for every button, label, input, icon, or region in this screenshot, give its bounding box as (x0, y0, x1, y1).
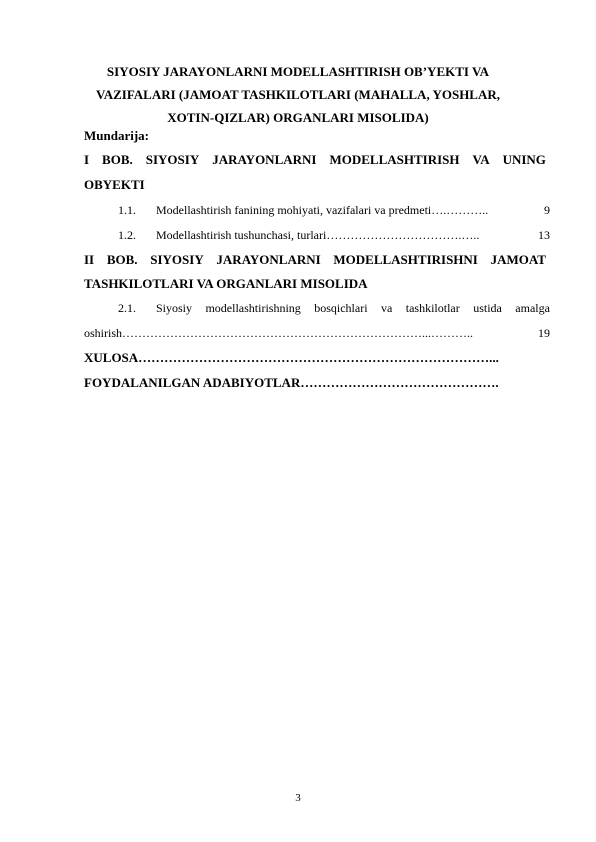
contents-heading: Mundarija: (84, 128, 149, 143)
toc-leader-dots: …………………………….….. (326, 228, 480, 242)
title-line-2: VAZIFALARI (JAMOAT TASHKILOTLARI (MAHALLA, YOSHLAR, (95, 87, 500, 102)
toc-entry-word: amalga (515, 301, 550, 315)
chapter-2-word: BOB. (106, 252, 138, 267)
chapter-1-word: UNING (502, 152, 546, 167)
toc-references[interactable]: FOYDALANILGAN ADABIYOTLAR………………………………………. (84, 375, 499, 390)
chapter-1-heading-line-2: OBYEKTI (84, 177, 145, 192)
toc-leader-dots: ….……….. (431, 203, 489, 217)
toc-entry-page: 13 (538, 228, 550, 242)
document-title (84, 60, 512, 129)
chapter-1-word: MODELLASHTIRISH (329, 152, 460, 167)
toc-entry-2-1[interactable] (118, 299, 550, 317)
toc-entry-text: Modellashtirish tushunchasi, turlari (156, 228, 327, 242)
chapter-2-word: JAMOAT (490, 252, 546, 267)
title-line-3: XOTIN-QIZLAR) ORGANLARI MISOLIDA) (167, 110, 429, 125)
toc-entry-word: va (380, 301, 393, 315)
chapter-2-heading (84, 251, 546, 269)
toc-entry-number: 1.1. (118, 203, 136, 217)
chapter-2-heading-line-2: TASHKILOTLARI VA ORGANLARI MISOLIDA (84, 276, 368, 291)
chapter-1-word: I (84, 152, 90, 167)
toc-entry-word: ustida (473, 301, 502, 315)
chapter-1-word: VA (472, 152, 490, 167)
toc-entry-text: oshirish (84, 326, 123, 340)
page-number: 3 (295, 792, 301, 804)
title-line-1: SIYOSIY JARAYONLARNI MODELLASHTIRISH OB’YEKTI VA (106, 64, 490, 79)
toc-leader-dots: …………………………………………………………………...……….. (122, 326, 474, 340)
toc-entry-word: modellashtirishning (205, 301, 301, 315)
toc-entry-number: 1.2. (118, 228, 136, 242)
chapter-1-heading (84, 151, 546, 169)
chapter-1-word: SIYOSIY (145, 152, 200, 167)
toc-entry-number: 2.1. (118, 301, 136, 315)
toc-entry-page: 19 (538, 326, 550, 340)
toc-entry-word: tashkilotlar (405, 301, 460, 315)
toc-entry-1-2[interactable] (118, 226, 550, 244)
chapter-2-word: JARAYONLARNI (216, 252, 321, 267)
chapter-2-word: SIYOSIY (150, 252, 204, 267)
toc-entry-page: 9 (544, 203, 550, 217)
chapter-2-word: II (84, 252, 95, 267)
toc-entry-1-1[interactable] (118, 201, 550, 219)
toc-entry-2-1-continuation[interactable] (84, 324, 550, 342)
chapter-1-word: JARAYONLARNI (212, 152, 317, 167)
toc-entry-text: Modellashtirish fanining mohiyati, vazifalari va predmeti (156, 203, 432, 217)
toc-entry-text (156, 299, 550, 317)
toc-entry-word: bosqichlari (314, 301, 368, 315)
chapter-2-word: MODELLASHTIRISHNI (333, 252, 478, 267)
chapter-1-word: BOB. (102, 152, 133, 167)
toc-conclusion[interactable]: XULOSA………………………………………………………………………... (84, 350, 499, 365)
toc-entry-word: Siyosiy (156, 301, 193, 315)
